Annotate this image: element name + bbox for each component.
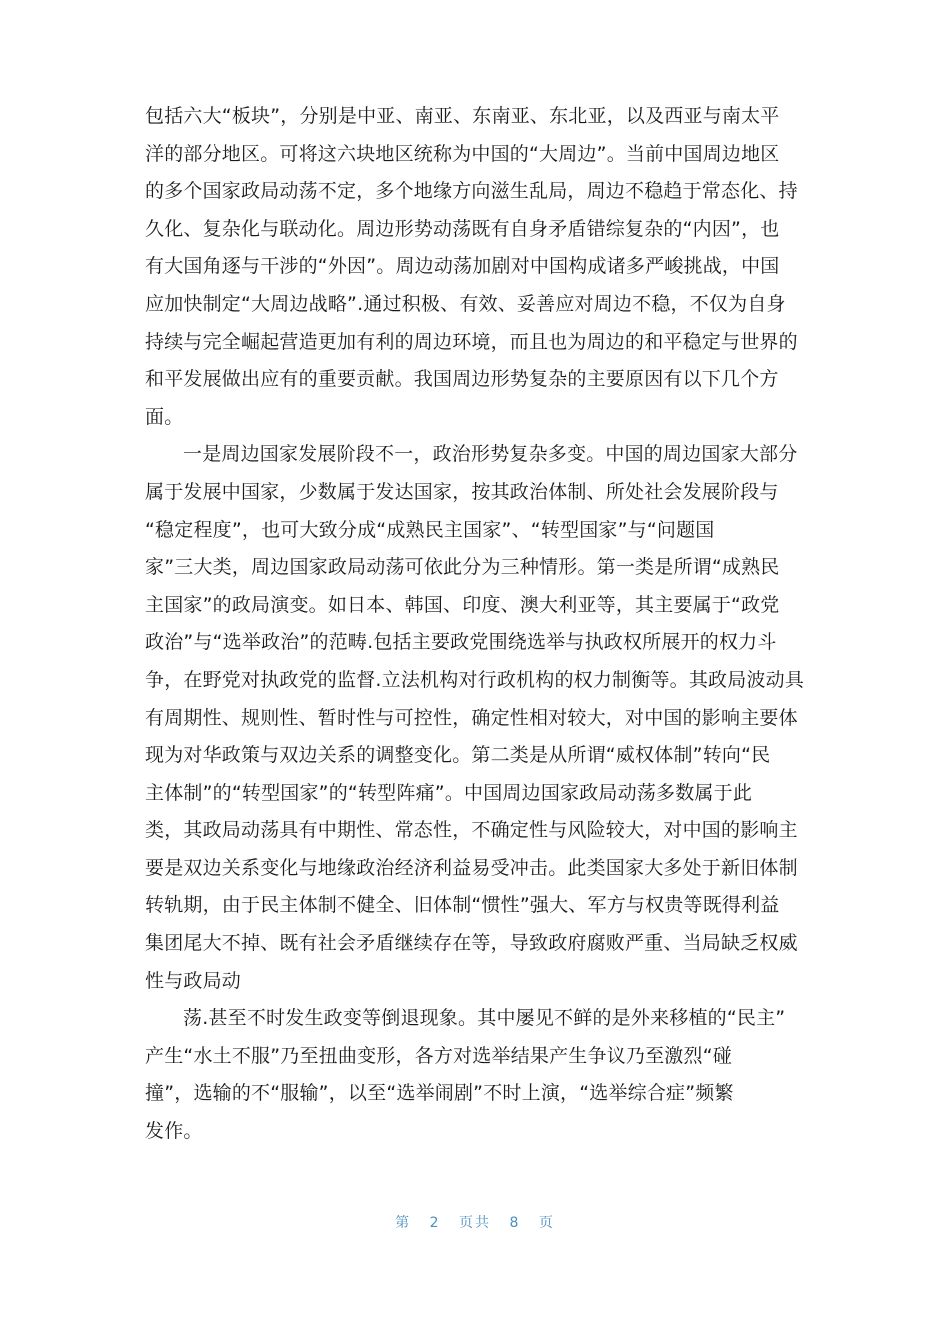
- footer-prefix: 第: [395, 1215, 412, 1231]
- footer-middle: 页共: [459, 1215, 491, 1231]
- text-line: 集团尾大不掉、既有社会矛盾继续存在等，导致政府腐败严重、当局缺乏权威: [145, 932, 798, 955]
- text-line: 的多个国家政局动荡不定，多个地缘方向滋生乱局，周边不稳趋于常态化、持: [145, 180, 798, 203]
- text-line: 家”三大类，周边国家政局动荡可依此分为三种情形。第一类是所谓“成熟民: [145, 556, 780, 579]
- total-pages: 8: [509, 1215, 521, 1231]
- text-line: 产生“水土不服”乃至扭曲变形，各方对选举结果产生争议乃至激烈“碰: [145, 1044, 732, 1067]
- text-line: 洋的部分地区。可将这六块地区统称为中国的“大周边”。当前中国周边地区: [145, 142, 780, 165]
- text-line: 转轨期，由于民主体制不健全、旧体制“惯性”强大、军方与权贵等既得利益: [145, 894, 780, 917]
- text-line: 一是周边国家发展阶段不一，政治形势复杂多变。中国的周边国家大部分: [183, 443, 798, 466]
- text-line: 有周期性、规则性、暂时性与可控性，确定性相对较大，对中国的影响主要体: [145, 706, 798, 729]
- paragraph-3: [145, 1000, 810, 1150]
- text-line: 性与政局动: [145, 969, 242, 992]
- text-line: 久化、复杂化与联动化。周边形势动荡既有自身矛盾错综复杂的“内因”，也: [145, 217, 780, 240]
- text-line: 持续与完全崛起营造更加有利的周边环境，而且也为周边的和平稳定与世界的: [145, 330, 798, 353]
- text-line: 荡.甚至不时发生政变等倒退现象。其中屡见不鲜的是外来移植的“民主”: [183, 1007, 786, 1030]
- text-line: 撞”，选输的不“服输”，以至“选举闹剧”不时上演，“选举综合症”频繁: [145, 1082, 734, 1105]
- text-line: 主体制”的“转型国家”的“转型阵痛”。中国周边国家政局动荡多数属于此: [145, 781, 753, 804]
- text-line: 类，其政局动荡具有中期性、常态性，不确定性与风险较大，对中国的影响主: [145, 819, 798, 842]
- text-line: 现为对华政策与双边关系的调整变化。第二类是从所谓“威权体制”转向“民: [145, 744, 771, 767]
- text-line: 面。: [145, 405, 184, 428]
- text-line: 争，在野党对执政党的监督.立法机构对行政机构的权力制衡等。其政局波动具: [145, 668, 805, 691]
- text-line: 和平发展做出应有的重要贡献。我国周边形势复杂的主要原因有以下几个方: [145, 368, 779, 391]
- page-number: 2: [429, 1215, 441, 1231]
- text-line: 属于发展中国家，少数属于发达国家，按其政治体制、所处社会发展阶段与: [145, 480, 779, 503]
- text-line: 包括六大“板块”，分别是中亚、南亚、东南亚、东北亚，以及西亚与南太平: [145, 105, 780, 127]
- text-line: 应加快制定“大周边战略”.通过积极、有效、妥善应对周边不稳，不仅为自身: [145, 292, 786, 315]
- text-line: 政治”与“选举政治”的范畴.包括主要政党围绕选举与执政权所展开的权力斗: [145, 631, 777, 654]
- text-line: “稳定程度”，也可大致分成“成熟民主国家”、“转型国家”与“问题国: [145, 518, 715, 541]
- text-line: 发作。: [145, 1120, 203, 1143]
- paragraph-1: [145, 98, 810, 436]
- page-footer: [0, 1212, 950, 1232]
- text-line: 要是双边关系变化与地缘政治经济利益易受冲击。此类国家大多处于新旧体制: [145, 856, 798, 879]
- paragraph-2: [145, 436, 810, 1000]
- text-line: 主国家”的政局演变。如日本、韩国、印度、澳大利亚等，其主要属于“政党: [145, 593, 780, 616]
- document-body: [145, 98, 810, 1151]
- text-line: 有大国角逐与干涉的“外因”。周边动荡加剧对中国构成诸多严峻挑战，中国: [145, 255, 780, 278]
- footer-suffix: 页: [538, 1215, 555, 1231]
